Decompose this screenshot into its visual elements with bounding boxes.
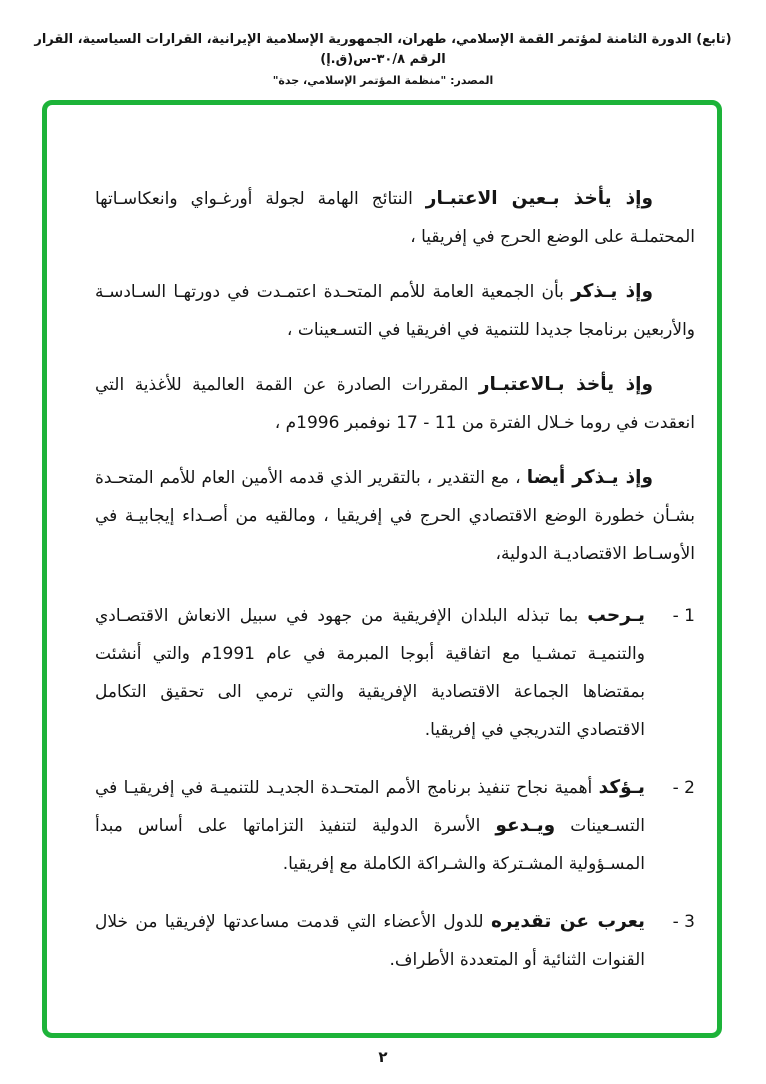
- header-title: (تابع) الدورة الثامنة لمؤتمر القمة الإسلامي، طهران، الجمهورية الإسلامية الإيرانية، القرارات السياسية، القرار الرقم ٣٠/٨-س(ق.إ): [34, 32, 732, 67]
- item-lead-2: ويـدعو: [495, 815, 556, 836]
- paragraph-text: ، مع التقدير ، بالتقرير الذي قدمه الأمين العام للأمم المتحـدة بشـأن خطورة الوضع الاقتصادي الحرج في إفريقيا ، ومالقيه من أصـداء إيجابيـة في الأوسـاط الاقتصاديـة الدولية،: [95, 468, 695, 564]
- document-header: [0, 30, 766, 89]
- item-lead: يعرب عن تقديره: [490, 911, 645, 932]
- paragraph-text: النتائج الهامة لجولة أورغـواي وانعكاسـاتها المحتملـة على الوضع الحرج في إفريقيا ،: [95, 189, 695, 247]
- paragraph-lead: وإذ يأخذ بـعين الاعتبـار: [425, 188, 653, 209]
- item-text: [95, 597, 645, 749]
- item-text: [95, 903, 645, 979]
- item-number: 2 -: [672, 778, 695, 798]
- paragraph-lead: وإذ يـذكر أيضا: [526, 467, 654, 488]
- list-item: [95, 903, 695, 979]
- item-lead: يـرحب: [587, 605, 645, 626]
- green-border-frame: [42, 100, 722, 1038]
- list-item: [95, 769, 695, 883]
- operative-clauses-list: [95, 597, 695, 979]
- preamble-paragraph: [95, 366, 695, 442]
- preamble-paragraph: [95, 273, 695, 349]
- header-source: المصدر: "منظمة المؤتمر الإسلامي، جدة": [272, 74, 494, 87]
- paragraph-text: بأن الجمعية العامة للأمم المتحـدة اعتمـدت في دورتهـا السـادسـة والأربعين برنامجا جديدا للتنمية في افريقيا في التسـعينات ،: [95, 282, 695, 340]
- item-number: 3 -: [672, 912, 695, 932]
- paragraph-lead: وإذ يأخذ بـالاعتبـار: [478, 374, 653, 395]
- preamble-paragraph: [95, 180, 695, 256]
- paragraph-lead: وإذ يـذكر: [571, 281, 653, 302]
- page-number: ٢: [378, 1048, 388, 1066]
- item-text: [95, 769, 645, 883]
- list-item: [95, 597, 695, 749]
- item-body-2: الأسرة الدولية لتنفيذ التزاماتها على أساس مبدأ المسـؤولية المشـتركة والشـراكة الكاملة مع إفريقيا.: [95, 816, 645, 874]
- document-body: [95, 180, 695, 999]
- paragraph-text: المقررات الصادرة عن القمة العالمية للأغذية التي انعقدت في روما خـلال الفترة من 11 - 17 نوفمبر 1996م ،: [95, 375, 695, 433]
- preamble-paragraph: [95, 459, 695, 573]
- item-lead: يـؤكد: [598, 777, 645, 798]
- item-body: للدول الأعضاء التي قدمت مساعدتها لإفريقيا من خلال القنوات الثنائية أو المتعددة الأطراف.: [95, 912, 645, 970]
- item-body: أهمية نجاح تنفيذ برنامج الأمم المتحـدة الجديـد للتنميـة في إفريقيـا في التسـعينات: [95, 778, 646, 836]
- item-number: 1 -: [672, 606, 695, 626]
- item-body: بما تبذله البلدان الإفريقية من جهود في سبيل الانعاش الاقتصـادي والتنميـة تمشـيا مع اتفاقية أبوجا المبرمة في عام 1991م والتي أنشئت بمقتضاها الجماعة الاقتصادية الإفريقية والتي ترمي الى تحقيق التكامل الاقتصادي التدريجي في إفريقيا.: [95, 606, 645, 740]
